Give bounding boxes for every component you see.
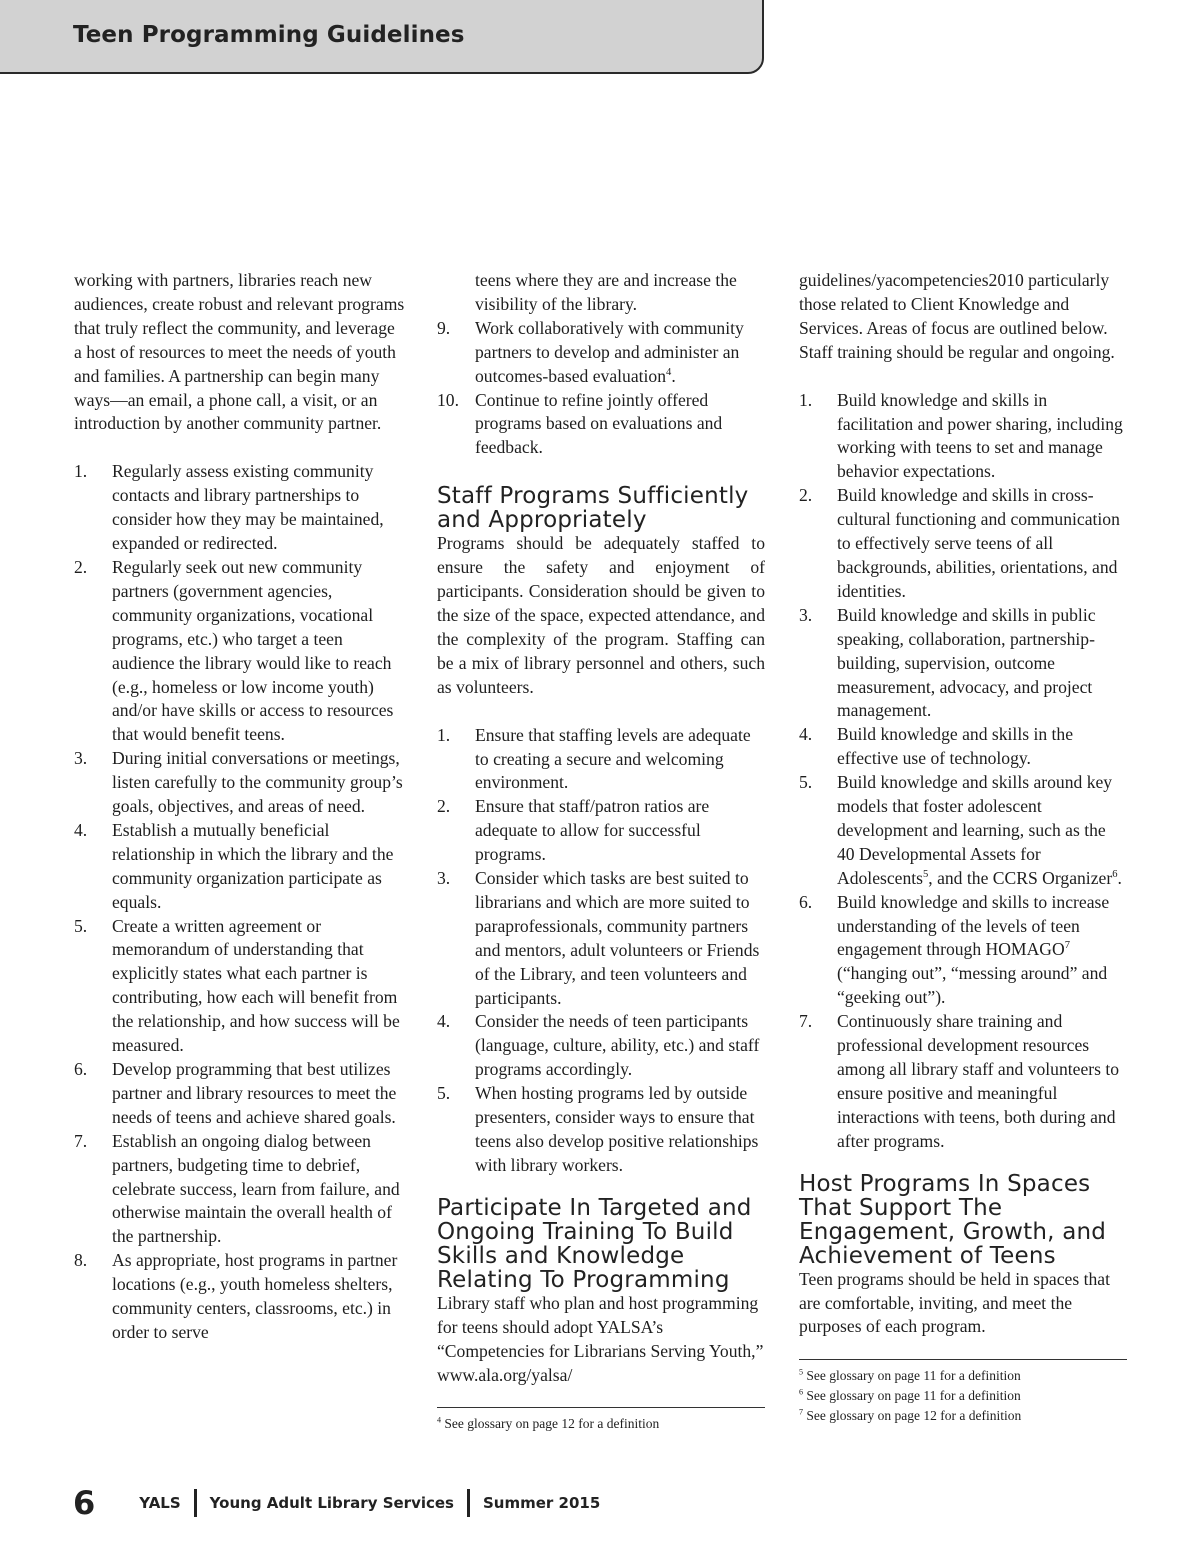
intro-paragraph: working with partners, libraries reach new audiences, create robust and relevant programs that truly reflect the community, and leverage a host of resources to meet the needs of youth and families. A partnership can begin many ways—an email, a phone call, a visit, or an introduction by another community partner. xyxy=(74,270,405,434)
footnote-divider xyxy=(799,1359,1127,1360)
list-item: 1. Ensure that staffing levels are adequate to creating a secure and welcoming environment. xyxy=(437,724,751,793)
footnote-ref: 7 xyxy=(1064,940,1070,952)
section-heading: Staff Programs Sufficiently and Appropriately xyxy=(437,483,749,534)
list-item: 9. Work collaboratively with community partners to develop and administer an outcomes-based evaluation$^4$. xyxy=(437,317,744,386)
list-item: 8. As appropriate, host programs in partner locations (e.g., youth homeless shelters, community centers, classrooms, etc.) in order to serve xyxy=(74,1250,398,1342)
list-item: 1. Build knowledge and skills in facilitation and power sharing, including working with teens to set and manage behavior expectations. xyxy=(799,389,1123,482)
footnote-ref: 6 xyxy=(1112,868,1118,880)
footer-publication: Young Adult Library Services xyxy=(209,1494,454,1512)
section-paragraph: Teen programs should be held in spaces that are comfortable, inviting, and meet the purposes of each program. xyxy=(799,1268,1110,1337)
list-item: teens where they are and increase the visibility of the library. xyxy=(475,270,737,314)
list-item: 10. Continue to refine jointly offered programs based on evaluations and feedback. xyxy=(437,389,723,458)
footnote: $^6$ See glossary on page 11 for a definition xyxy=(799,1387,1021,1404)
list-item: 6. Develop programming that best utilizes partner and library resources to meet the needs of teens and achieve shared goals. xyxy=(74,1059,397,1127)
list-item: 5. When hosting programs led by outside presenters, consider ways to ensure that teens also develop positive relationships with library workers. xyxy=(437,1083,759,1175)
page-number: 6 xyxy=(73,1484,96,1522)
list-item: 3. Build knowledge and skills in public speaking, collaboration, partnership-building, supervision, outcome measurement, advocacy, and project management. xyxy=(799,604,1096,721)
list-item: 4. Build knowledge and skills in the effective use of technology. xyxy=(799,724,1074,769)
column-1 xyxy=(74,269,406,1345)
footnote: $^7$ See glossary on page 12 for a definition xyxy=(799,1407,1022,1424)
footer-issue: Summer 2015 xyxy=(482,1494,601,1512)
section-paragraph: guidelines/yacompetencies2010 particularly those related to Client Knowledge and Services. Areas of focus are outlined below. Staff training should be regular and ongoing. xyxy=(799,270,1115,362)
section-heading: Participate In Targeted and Ongoing Training To Build Skills and Knowledge Relating To Programming xyxy=(437,1194,752,1293)
column-3 xyxy=(799,269,1127,1426)
list-item: 3. Consider which tasks are best suited to librarians and which are more suited to paraprofessionals, community partners and mentors, adult volunteers or Friends of the Library, and teen volunteers and participants. xyxy=(437,868,760,1008)
footnote: $^4$ See glossary on page 12 for a definition xyxy=(437,1415,660,1432)
list-item: 2. Regularly seek out new community partners (government agencies, community organizations, vocational programs, etc.) who target a teen audience the library would like to reach (e.g., homeless or low income youth) and/or have skills or access to resources that would benefit teens. xyxy=(74,556,394,745)
list-item: 3. During initial conversations or meetings, listen carefully to the community group’s goals, objectives, and areas of need. xyxy=(74,748,403,817)
list-item: 1. Regularly assess existing community contacts and library partnerships to consider how they may be maintained, expanded or redirected. xyxy=(74,461,384,554)
list-item: 2. Ensure that staff/patron ratios are adequate to allow for successful programs. xyxy=(437,796,710,865)
footnote: $^5$ See glossary on page 11 for a definition xyxy=(799,1367,1021,1384)
footer-separator xyxy=(467,1489,470,1517)
training-list xyxy=(799,389,1127,1154)
footnote-ref: 5 xyxy=(923,868,929,880)
list-item: 5. Create a written agreement or memorandum of understanding that explicitly states what each partner is contributing, how each will benefit from the relationship, and how success will be measured. xyxy=(74,915,400,1056)
page-header-title: Teen Programming Guidelines xyxy=(73,22,465,48)
footnote-divider xyxy=(437,1407,765,1408)
list-item: 4. Consider the needs of teen participants (language, culture, ability, etc.) and staff programs accordingly. xyxy=(437,1011,760,1080)
partnership-list xyxy=(74,460,406,1345)
column-2 xyxy=(437,269,765,1434)
list-item: 2. Build knowledge and skills in cross-cultural functioning and communication to effectively serve teens of all backgrounds, abilities, orientations, and identities. xyxy=(799,485,1120,601)
staffing-list xyxy=(437,724,765,1178)
section-heading: Host Programs In Spaces That Support The Engagement, Growth, and Achievement of Teens xyxy=(799,1170,1107,1269)
list-item: 6. Build knowledge and skills to increase understanding of the levels of teen engagement through HOMAGO$^7$ (“hanging out”, “messing around” and “geeking out”). xyxy=(799,891,1110,1008)
section-paragraph: Library staff who plan and host programming for teens should adopt YALSA’s “Competencies for Librarians Serving Youth,” www.ala.org/yalsa/ xyxy=(437,1292,764,1385)
section-paragraph: Programs should be adequately staffed to ensure the safety and enjoyment of participants. Consideration should be given to the size of the space, expected attendance, and the complexity of the program. Staffing can be a mix of library personnel and others, such as volunteers. xyxy=(437,533,765,697)
list-item: 5. Build knowledge and skills around key models that foster adolescent development and learning, such as the 40 Developmental Assets for Adolescents$^5$, and the CCRS Organizer$^6$. xyxy=(799,772,1122,888)
footer-abbrev: YALS xyxy=(139,1494,181,1512)
list-item: 7. Continuously share training and professional development resources among all library staff and volunteers to ensure positive and meaningful interactions with teens, both during and after programs. xyxy=(799,1011,1120,1151)
list-item: 7. Establish an ongoing dialog between partners, budgeting time to debrief, celebrate success, learn from failure, and otherwise maintain the overall health of the partnership. xyxy=(74,1130,400,1247)
page-footer xyxy=(73,1485,600,1521)
list-item: 4. Establish a mutually beneficial relationship in which the library and the community organization participate as equals. xyxy=(74,819,394,912)
footer-separator xyxy=(194,1489,197,1517)
footnote-ref: 4 xyxy=(666,366,672,378)
partnership-list-continued xyxy=(437,269,765,460)
